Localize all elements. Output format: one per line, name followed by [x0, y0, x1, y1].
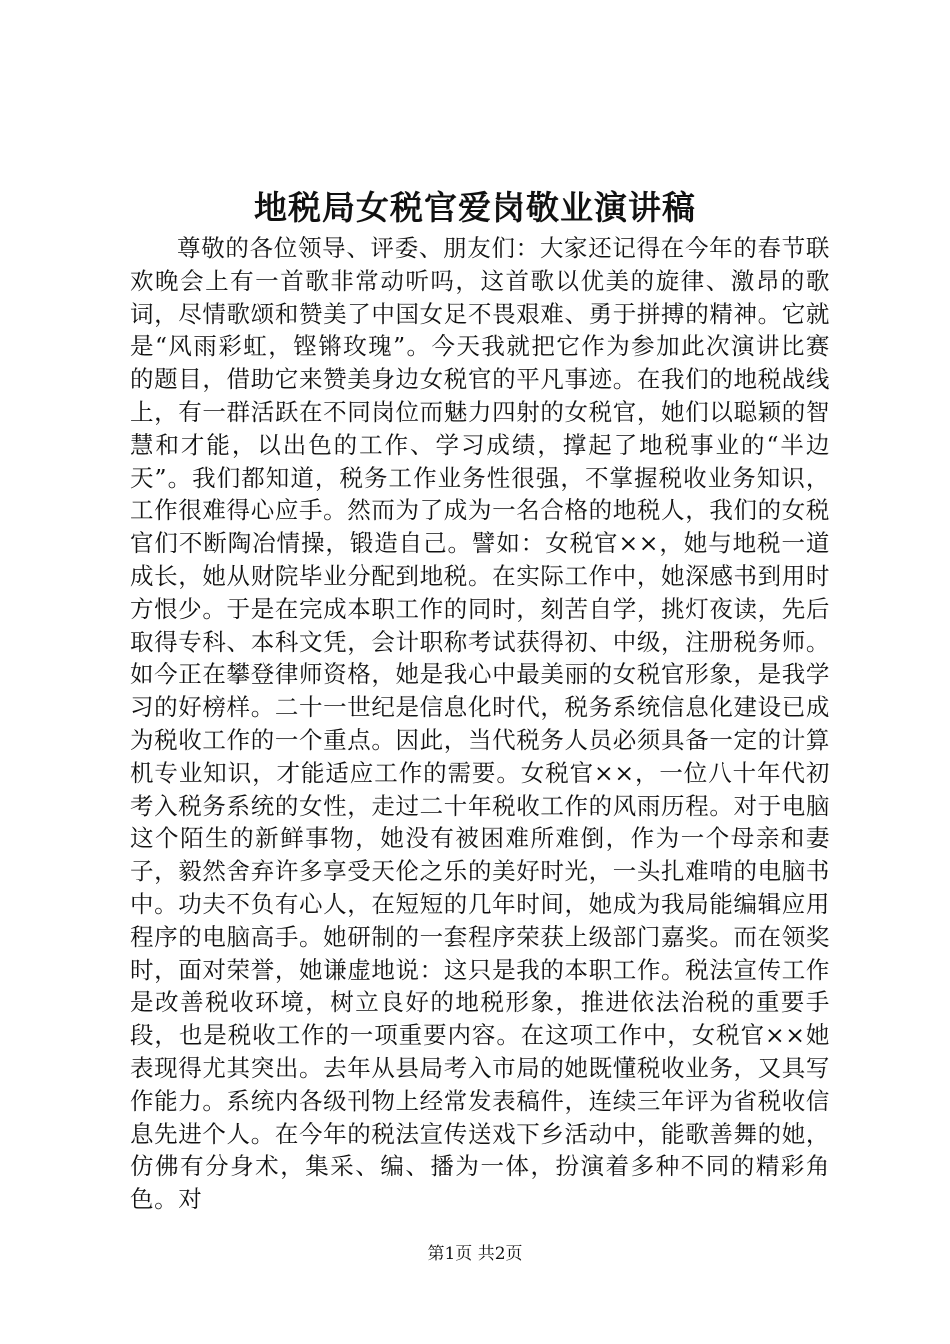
document-title: 地税局女税官爱岗敬业演讲稿 [254, 188, 696, 227]
page-number-footer: 第1页 共2页 [427, 1244, 523, 1264]
document-body-paragraph: 尊敬的各位领导、评委、朋友们：大家还记得在今年的春节联欢晚会上有一首歌非常动听吗，这首歌以优美的旋律、激昂的歌词，尽情歌颂和赞美了中国女足不畏艰难、勇于拼搏的精神。它就是“风雨彩虹，铿锵玫瑰”。今天我就把它作为参加此次演讲比赛的题目，借助它来赞美身边女税官的平凡事迹。在我们的地税战线上，有一群活跃在不同岗位而魅力四射的女税官，她们以聪颖的智慧和才能，以出色的工作、学习成绩，撑起了地税事业的“半边天”。我们都知道，税务工作业务性很强，不掌握税收业务知识，工作很难得心应手。然而为了成为一名合格的地税人，我们的女税官们不断陶冶情操，锻造自己。譬如：女税官××，她与地税一道成长，她从财院毕业分配到地税。在实际工作中，她深感书到用时方恨少。于是在完成本职工作的同时，刻苦自学，挑灯夜读，先后取得专科、本科文凭，会计职称考试获得初、中级，注册税务师。如今正在攀登律师资格，她是我心中最美丽的女税官形象，是我学习的好榜样。二十一世纪是信息化时代，税务系统信息化建设已成为税收工作的一个重点。因此，当代税务人员必须具备一定的计算机专业知识，才能适应工作的需要。女税官××，一位八十年代初考入税务系统的女性，走过二十年税收工作的风雨历程。对于电脑这个陌生的新鲜事物，她没有被困难所难倒，作为一个母亲和妻子，毅然舍弃许多享受天伦之乐的美好时光，一头扎难啃的电脑书中。功夫不负有心人，在短短的几年时间，她成为我局能编辑应用程序的电脑高手。她研制的一套程序荣获上级部门嘉奖。而在领奖时，面对荣誉，她谦虚地说：这只是我的本职工作。税法宣传工作是改善税收环境，树立良好的地税形象，推进依法治税的重要手段，也是税收工作的一项重要内容。在这项工作中，女税官××她表现得尤其突出。去年从县局考入市局的她既懂税收业务，又具写作能力。系统内各级刊物上经常发表稿件，连续三年评为省税收信息先进个人。在今年的税法宣传送戏下乡活动中，能歌善舞的她，仿佛有分身术，集采、编、播为一体，扮演着多种不同的精彩角色。对 [130, 234, 830, 1214]
